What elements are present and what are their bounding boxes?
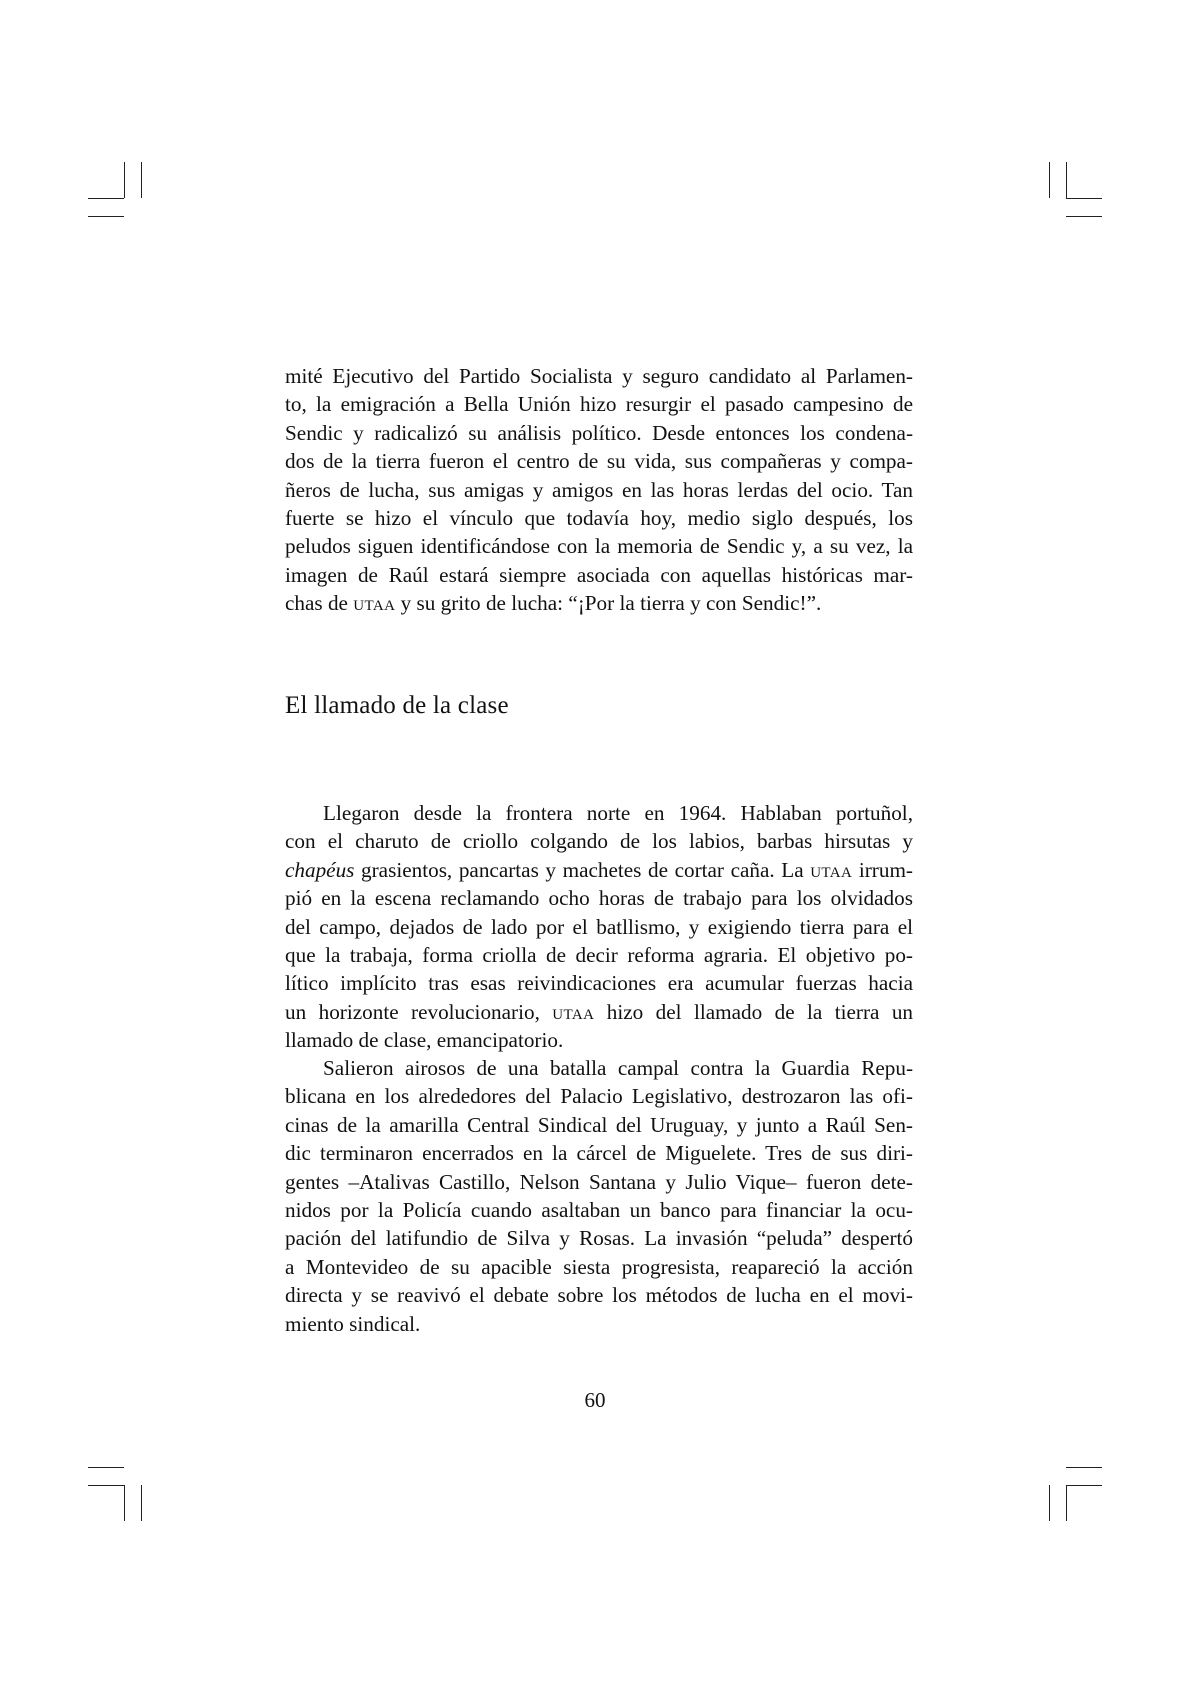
crop-mark-top-left-horizontal <box>88 198 124 199</box>
text-fragment: chas de <box>285 591 354 616</box>
crop-mark-top-left-bleed <box>88 216 124 217</box>
text-fragment: grasientos, pancartas y machetes de cortar caña. La <box>354 857 811 882</box>
text-fragment: hizo del llamado de la tierra un <box>594 999 913 1024</box>
text-line: a Montevideo de su apacible siesta progresista, reapareció la acción <box>285 1254 913 1279</box>
text-fragment: irrum- <box>852 857 913 882</box>
text-line-last: llamado de clase, emancipatorio. <box>285 1028 564 1053</box>
acronym-utaa: utaa <box>552 999 595 1024</box>
text-line: Salieron airosos de una batalla campal contra la Guardia Repu- <box>323 1056 913 1080</box>
text-line: Llegaron desde la frontera norte en 1964. Hablaban portuñol, <box>323 801 913 825</box>
crop-mark-top-right-bleed-vertical <box>1049 162 1050 198</box>
crop-mark-bottom-right-vertical <box>1066 1485 1067 1521</box>
text-line: dos de la tierra fueron el centro de su vida, sus compañeras y compa- <box>285 449 913 474</box>
text-line: peludos siguen identificándose con la memoria de Sendic y, a su vez, la <box>285 534 913 559</box>
text-line: to, la emigración a Bella Unión hizo resurgir el pasado campesino de <box>285 392 913 417</box>
text-line: fuerte se hizo el vínculo que todavía hoy, medio siglo después, los <box>285 506 913 531</box>
text-line: dic terminaron encerrados en la cárcel de Miguelete. Tres de sus diri- <box>285 1141 913 1166</box>
crop-mark-top-left-bleed-vertical <box>141 162 142 198</box>
paragraph-2 <box>285 1054 913 1338</box>
text-line: gentes –Atalivas Castillo, Nelson Santana y Julio Vique– fueron dete- <box>285 1169 913 1194</box>
text-line: Sendic y radicalizó su análisis político. Desde entonces los condena- <box>285 420 913 445</box>
text-line: cinas de la amarilla Central Sindical del Uruguay, y junto a Raúl Sen- <box>285 1112 913 1137</box>
italic-word-chapeus: chapéus <box>285 857 355 882</box>
text-fragment: y su grito de lucha: “¡Por la tierra y con Sendic!”. <box>395 591 822 616</box>
crop-mark-bottom-right-horizontal <box>1066 1485 1102 1486</box>
text-line: pió en la escena reclamando ocho horas de trabajo para los olvidados <box>285 886 913 911</box>
crop-mark-bottom-right-bleed <box>1066 1467 1102 1468</box>
crop-mark-top-left-vertical <box>124 162 125 198</box>
continued-paragraph <box>285 362 913 618</box>
acronym-utaa: utaa <box>810 857 853 882</box>
text-line: directa y se reavivó el debate sobre los métodos de lucha en el movi- <box>285 1283 913 1308</box>
text-fragment: un horizonte revolucionario, <box>285 999 553 1024</box>
text-line: pación del latifundio de Silva y Rosas. La invasión “peluda” despertó <box>285 1226 913 1251</box>
acronym-utaa: utaa <box>353 591 396 616</box>
crop-mark-bottom-left-vertical <box>124 1485 125 1521</box>
text-line: imagen de Raúl estará siempre asociada con aquellas históricas mar- <box>285 562 913 587</box>
text-line <box>285 998 913 1026</box>
paragraph-1 <box>285 799 913 1055</box>
crop-mark-top-right-vertical <box>1066 162 1067 198</box>
crop-mark-bottom-right-bleed-vertical <box>1049 1485 1050 1521</box>
text-line: nidos por la Policía cuando asaltaban un banco para financiar la ocu- <box>285 1198 913 1223</box>
crop-mark-top-right-bleed <box>1066 216 1102 217</box>
text-line-last: miento sindical. <box>285 1311 421 1336</box>
text-line <box>285 856 913 884</box>
text-line-last <box>285 589 913 617</box>
page-number: 60 <box>584 1388 606 1412</box>
crop-mark-top-right-horizontal <box>1066 198 1102 199</box>
text-line: que la trabaja, forma criolla de decir reforma agraria. El objetivo po- <box>285 943 913 968</box>
section-heading: El llamado de la clase <box>285 692 509 719</box>
text-line: con el charuto de criollo colgando de los labios, barbas hirsutas y <box>285 829 913 854</box>
text-line: ñeros de lucha, sus amigas y amigos en las horas lerdas del ocio. Tan <box>285 477 913 502</box>
text-line: mité Ejecutivo del Partido Socialista y seguro candidato al Parlamen- <box>285 364 913 388</box>
crop-mark-bottom-left-bleed-vertical <box>141 1485 142 1521</box>
text-line: del campo, dejados de lado por el batllismo, y exigiendo tierra para el <box>285 914 913 939</box>
text-line: lítico implícito tras esas reivindicaciones era acumular fuerzas hacia <box>285 971 913 996</box>
crop-mark-bottom-left-bleed <box>88 1467 124 1468</box>
crop-mark-bottom-left-horizontal <box>88 1485 124 1486</box>
text-line: blicana en los alrededores del Palacio Legislativo, destrozaron las ofi- <box>285 1084 913 1109</box>
